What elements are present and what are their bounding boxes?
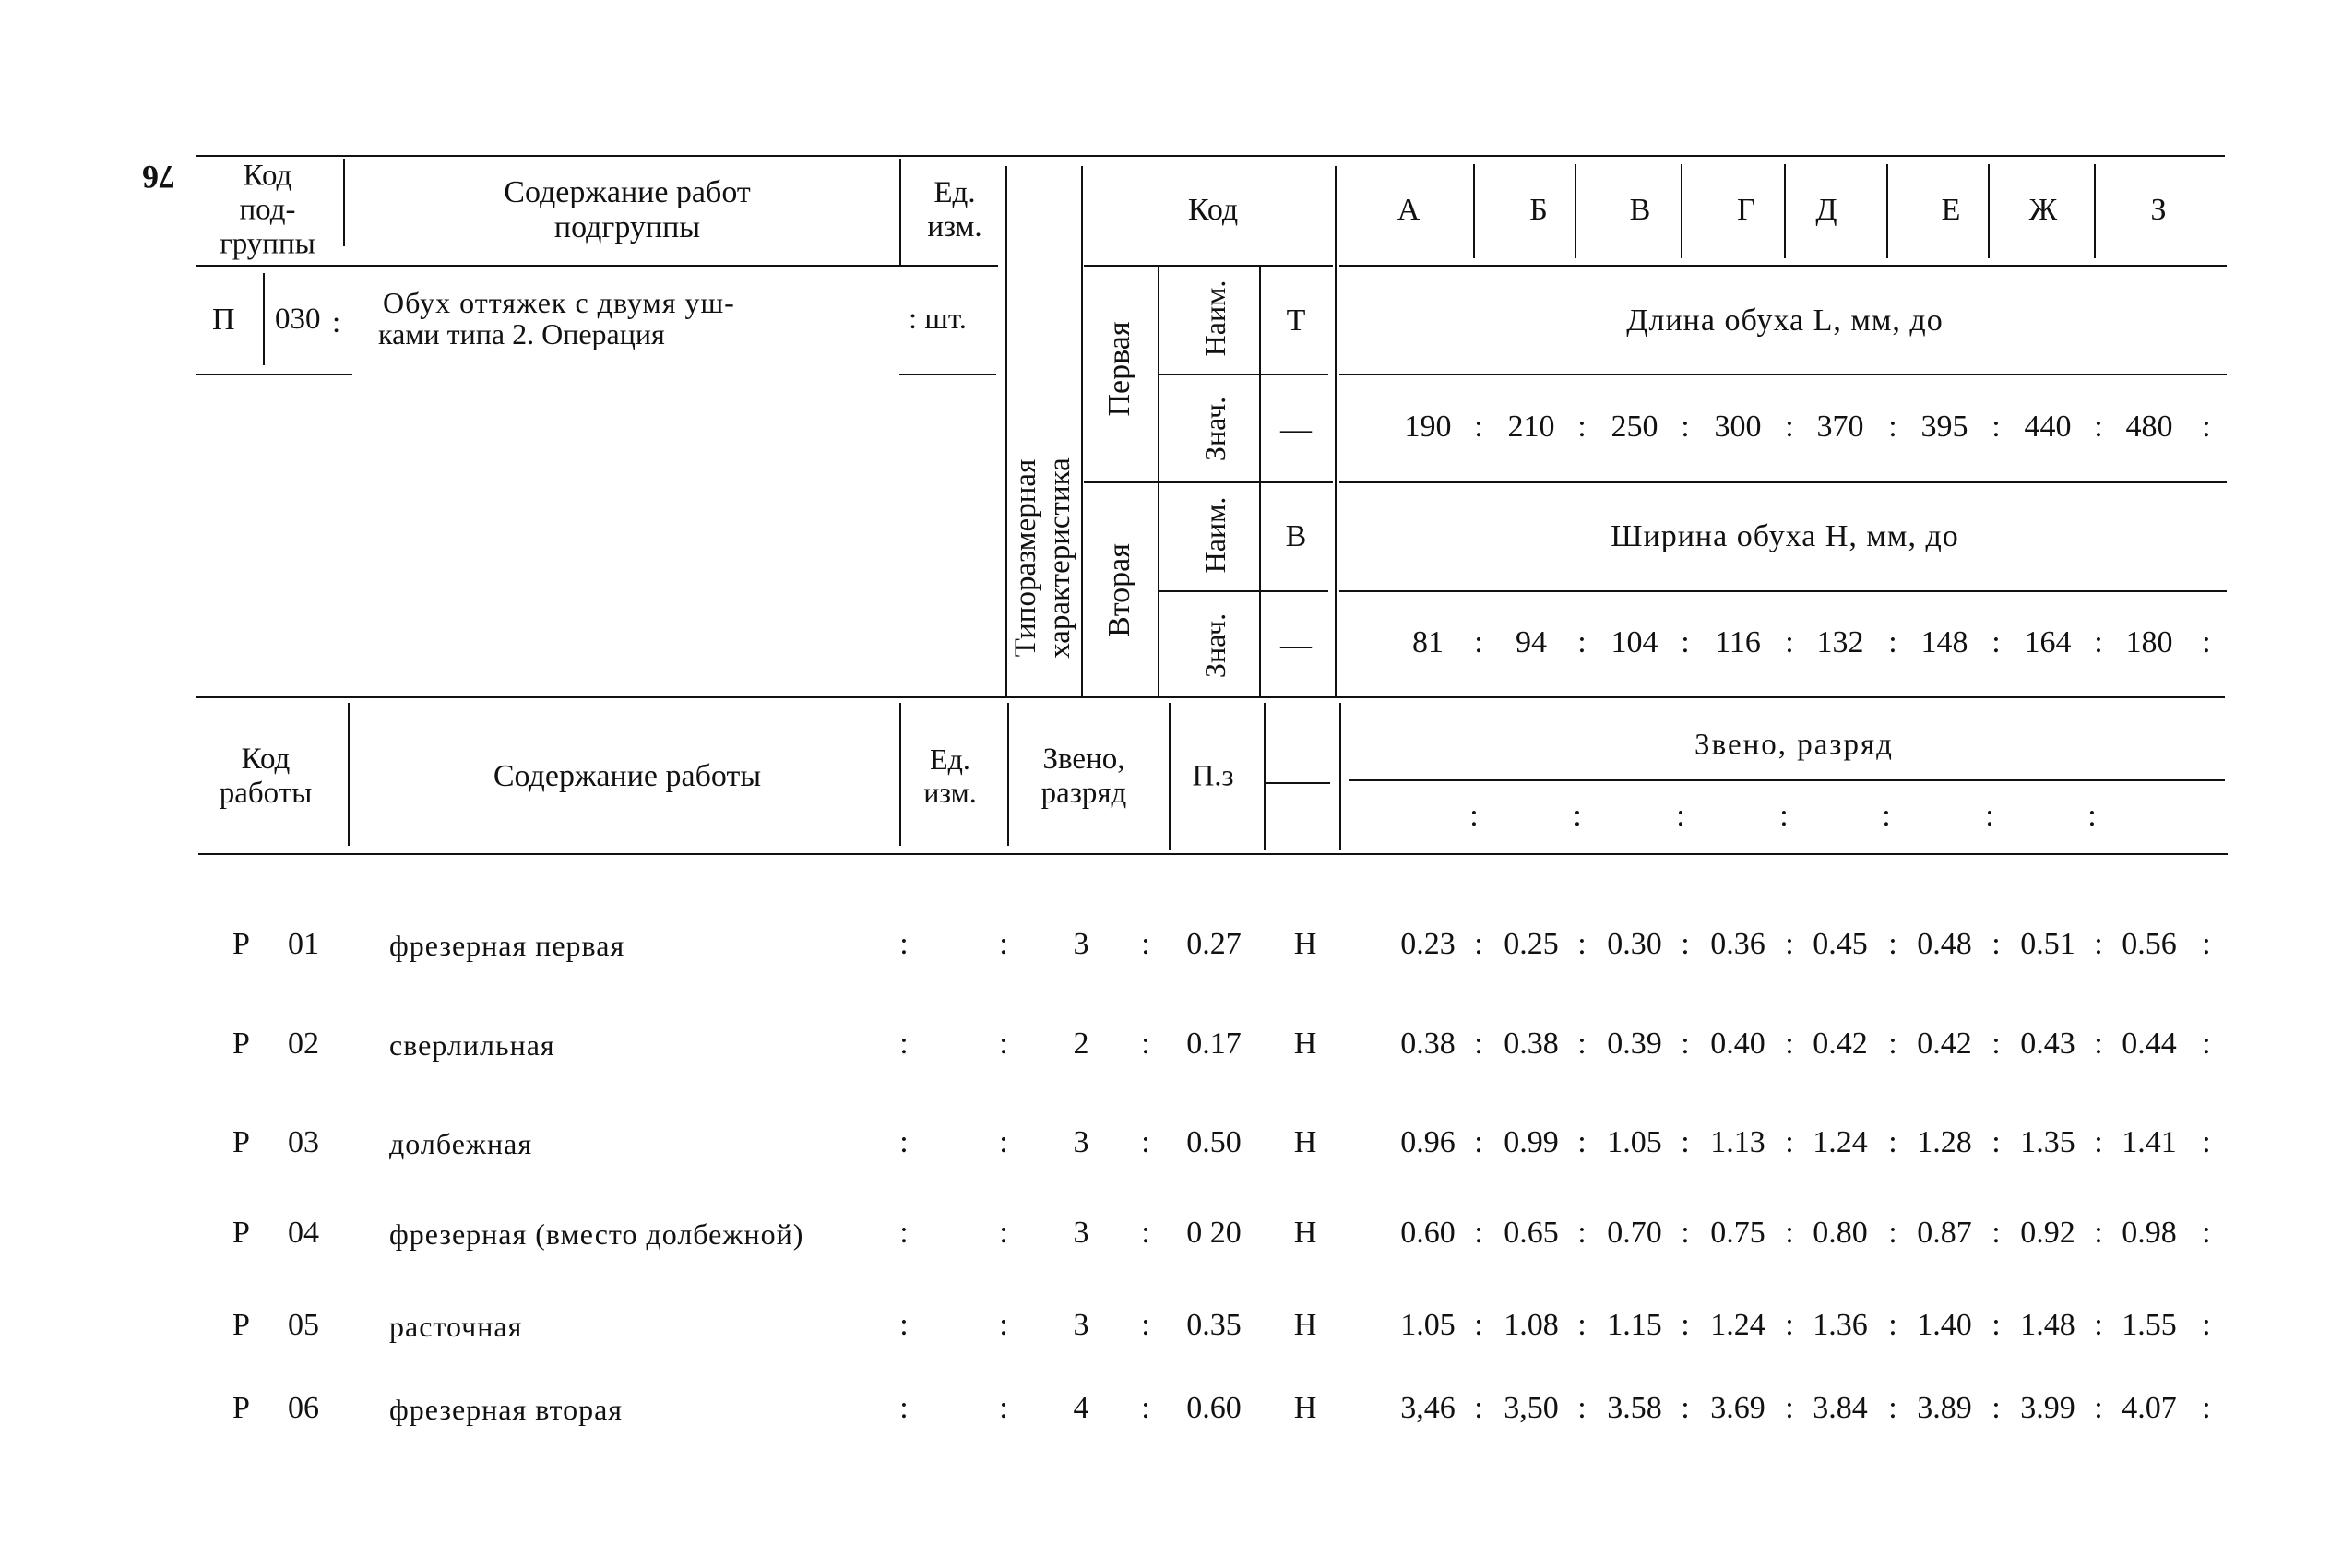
work-prefix: Р (232, 1391, 250, 1425)
work-header-separator: : (1985, 799, 1994, 833)
work-type: Н (1293, 1027, 1317, 1061)
work-prefix: Р (232, 1125, 250, 1159)
vline-A (1473, 164, 1475, 258)
char2-value: 116 (1715, 625, 1761, 659)
work-pz: 0 20 (1186, 1216, 1242, 1250)
vline-Zh (2094, 164, 2096, 258)
char1-separator: : (2202, 410, 2211, 444)
work-value-separator: : (1991, 1125, 2001, 1159)
char1-value: 370 (1816, 410, 1864, 444)
char1-dash: — (1280, 411, 1312, 446)
col-letter-Zh: Ж (2028, 192, 2058, 227)
work-header-separator: : (1882, 799, 1891, 833)
work-value-separator: : (2202, 927, 2211, 961)
vline-tipo-right (1081, 166, 1083, 696)
char1-separator: : (1991, 410, 2001, 444)
work-value: 1.55 (2122, 1308, 2177, 1342)
work-value-separator: : (2202, 1391, 2211, 1425)
header-top-rule (196, 155, 2225, 157)
col-letter-V: В (1629, 192, 1651, 227)
col-letter-Z: З (2150, 192, 2167, 227)
row-rule-2r (1339, 481, 2227, 483)
work-type: Н (1293, 1125, 1317, 1159)
work-value: 0.51 (2020, 927, 2075, 961)
work-value: 0.70 (1607, 1216, 1662, 1250)
work-value: 0.42 (1917, 1027, 1972, 1061)
vline-work-dash (1339, 703, 1341, 850)
work-header-separator: : (1779, 799, 1789, 833)
work-value: 1.15 (1607, 1308, 1662, 1342)
work-value: 0.25 (1504, 927, 1559, 961)
work-value-separator: : (1991, 1027, 2001, 1061)
work-value-separator: : (1681, 1027, 1690, 1061)
work-value-separator: : (1991, 1391, 2001, 1425)
col-letter-D: Д (1815, 192, 1837, 227)
char2-separator: : (1785, 625, 1794, 659)
work-value: 0.38 (1504, 1027, 1559, 1061)
col-letter-A: А (1397, 192, 1421, 227)
header-rule-left (196, 265, 998, 267)
work-value: 0.44 (2122, 1027, 2177, 1061)
subgroup-rule-unit (899, 374, 996, 375)
vline-naim (1259, 267, 1261, 696)
work-ed-separator-2: : (999, 1308, 1008, 1342)
work-type: Н (1293, 1216, 1317, 1250)
vline-E (1988, 164, 1990, 258)
work-value: 0.40 (1710, 1027, 1765, 1061)
work-ed-separator: : (899, 1125, 909, 1159)
header-rule-right (1339, 265, 2227, 267)
header-ed-izm: Ед. изм. (927, 176, 982, 244)
work-ed-separator: : (899, 927, 909, 961)
work-value: 0.38 (1400, 1027, 1456, 1061)
work-value-separator: : (1888, 927, 1897, 961)
work-header-separator: : (1469, 799, 1479, 833)
work-value: 0.23 (1400, 927, 1456, 961)
work-prefix: Р (232, 927, 250, 961)
work-ed-separator-2: : (999, 927, 1008, 961)
char2-separator: : (1888, 625, 1897, 659)
work-value-separator: : (1577, 1125, 1587, 1159)
header-znach-2: Знач. (1198, 612, 1232, 679)
vline-work-pz (1264, 703, 1266, 850)
work-value: 3.99 (2020, 1391, 2075, 1425)
work-value-separator: : (1888, 1216, 1897, 1250)
work-code: 05 (288, 1308, 319, 1342)
header-naim-1: Наим. (1198, 279, 1232, 357)
work-ed-separator: : (899, 1027, 909, 1061)
work-value: 3.84 (1813, 1391, 1868, 1425)
work-header-ed: Ед. изм. (923, 742, 977, 809)
work-name: долбежная (389, 1127, 533, 1160)
work-header-pz: П.з (1192, 759, 1234, 793)
work-value-separator: : (1785, 1027, 1794, 1061)
work-value: 4.07 (2122, 1391, 2177, 1425)
subgroup-title-line1: Обух оттяжек с двумя уш- (383, 286, 735, 319)
work-ed-separator: : (899, 1391, 909, 1425)
work-value-separator: : (1785, 1391, 1794, 1425)
work-value-separator: : (1474, 927, 1483, 961)
work-value: 1.24 (1813, 1125, 1868, 1159)
char1-separator: : (1577, 410, 1587, 444)
work-value: 3.69 (1710, 1391, 1765, 1425)
work-value-separator: : (1888, 1027, 1897, 1061)
work-value: 1.48 (2020, 1308, 2075, 1342)
char1-value: 480 (2125, 410, 2173, 444)
work-name: расточная (389, 1310, 523, 1343)
char2-separator: : (1577, 625, 1587, 659)
work-prefix: Р (232, 1027, 250, 1061)
work-type: Н (1293, 1391, 1317, 1425)
work-value: 1.41 (2122, 1125, 2177, 1159)
work-value-separator: : (1681, 1308, 1690, 1342)
char1-value: 210 (1507, 410, 1555, 444)
char2-separator: : (2094, 625, 2103, 659)
vline-content (899, 159, 901, 265)
vline-work-zveno (1169, 703, 1171, 850)
page-number: 76 (142, 159, 175, 196)
work-value: 0.87 (1917, 1216, 1972, 1250)
work-type: Н (1293, 927, 1317, 961)
subgroup-title-line2: ками типа 2. Операция (378, 317, 665, 350)
work-value: 1.24 (1710, 1308, 1765, 1342)
vline-work-ed (1007, 703, 1009, 846)
work-zveno-separator: : (1141, 1027, 1150, 1061)
work-value: 0.80 (1813, 1216, 1868, 1250)
header-kod-podgruppy: Код под- группы (220, 159, 315, 261)
header-pervaya: Первая (1101, 321, 1136, 417)
row-rule-1 (1158, 374, 1328, 375)
work-ed-separator-2: : (999, 1027, 1008, 1061)
work-value: 0.96 (1400, 1125, 1456, 1159)
char2-value: 132 (1816, 625, 1864, 659)
work-pz: 0.60 (1186, 1391, 1242, 1425)
work-value-separator: : (2094, 1125, 2103, 1159)
work-name: фрезерная (вместо долбежной) (389, 1218, 804, 1251)
work-header-zveno: Звено, разряд (1040, 742, 1127, 810)
char2-code: В (1285, 518, 1307, 553)
char1-value: 440 (2024, 410, 2072, 444)
work-value: 3.89 (1917, 1391, 1972, 1425)
char2-value: 94 (1516, 625, 1547, 659)
char1-value: 190 (1404, 410, 1452, 444)
work-value: 0.99 (1504, 1125, 1559, 1159)
vline-G (1784, 164, 1786, 258)
work-sub-rule-b (1349, 779, 2225, 781)
work-code: 01 (288, 927, 319, 961)
work-value-separator: : (1888, 1308, 1897, 1342)
work-value: 1.05 (1607, 1125, 1662, 1159)
work-value-separator: : (1681, 1216, 1690, 1250)
work-prefix: Р (232, 1216, 250, 1250)
header-bottom-rule (198, 853, 2228, 855)
char1-value: 250 (1611, 410, 1658, 444)
work-value-separator: : (1577, 1391, 1587, 1425)
work-value-separator: : (1785, 1308, 1794, 1342)
char1-separator: : (2094, 410, 2103, 444)
work-value-separator: : (1577, 1308, 1587, 1342)
work-value-separator: : (1474, 1216, 1483, 1250)
work-header-separator: : (1676, 799, 1685, 833)
header-tiporazmer: Типоразмерная характеристика (1009, 457, 1076, 659)
work-value: 1.40 (1917, 1308, 1972, 1342)
char2-separator: : (1474, 625, 1483, 659)
work-value: 0.43 (2020, 1027, 2075, 1061)
vline-V (1681, 164, 1682, 258)
work-value-separator: : (1785, 1216, 1794, 1250)
work-prefix: Р (232, 1308, 250, 1342)
work-value-separator: : (2094, 1391, 2103, 1425)
vline-order (1158, 267, 1159, 696)
char1-value: 395 (1920, 410, 1968, 444)
row-rule-1r (1339, 374, 2227, 375)
vline-tipo (1005, 166, 1007, 696)
work-value: 0.75 (1710, 1216, 1765, 1250)
work-ed-separator: : (899, 1308, 909, 1342)
work-value-separator: : (1577, 1027, 1587, 1061)
work-value-separator: : (2202, 1125, 2211, 1159)
work-code: 06 (288, 1391, 319, 1425)
work-ed-separator-2: : (999, 1391, 1008, 1425)
work-zveno-separator: : (1141, 927, 1150, 961)
char1-separator: : (1785, 410, 1794, 444)
work-value-separator: : (2094, 1027, 2103, 1061)
work-header-separator: : (1573, 799, 1582, 833)
work-value: 1.08 (1504, 1308, 1559, 1342)
char1-value: 300 (1714, 410, 1762, 444)
work-zveno-separator: : (1141, 1391, 1150, 1425)
vline-work-kod (348, 703, 350, 846)
work-ed-separator-2: : (999, 1216, 1008, 1250)
work-zveno: 3 (1073, 927, 1089, 961)
header-znach-1: Знач. (1198, 396, 1232, 462)
char1-separator: : (1681, 410, 1690, 444)
char2-separator: : (2202, 625, 2211, 659)
char2-name: Ширина обуха H, мм, до (1611, 518, 1959, 553)
subgroup-code: 030 (275, 303, 321, 336)
work-pz: 0.17 (1186, 1027, 1242, 1061)
work-header-soderzhanie: Содержание работы (493, 758, 762, 793)
work-value: 1.28 (1917, 1125, 1972, 1159)
work-zveno: 3 (1073, 1308, 1089, 1342)
work-value: 0.65 (1504, 1216, 1559, 1250)
char2-value: 164 (2024, 625, 2072, 659)
work-pz: 0.35 (1186, 1308, 1242, 1342)
char1-separator: : (1474, 410, 1483, 444)
work-value: 1.05 (1400, 1308, 1456, 1342)
work-zveno-separator: : (1141, 1308, 1150, 1342)
work-pz: 0.27 (1186, 927, 1242, 961)
work-value-separator: : (1785, 927, 1794, 961)
col-letter-E: Е (1941, 192, 1961, 227)
work-value: 0.98 (2122, 1216, 2177, 1250)
vline-B (1575, 164, 1576, 258)
char2-value: 104 (1611, 625, 1658, 659)
work-value-separator: : (1681, 1125, 1690, 1159)
work-sub-rule-a (1266, 782, 1330, 784)
work-value-separator: : (1888, 1391, 1897, 1425)
subgroup-prefix: П (212, 303, 235, 337)
work-zveno: 4 (1073, 1391, 1089, 1425)
work-zveno: 2 (1073, 1027, 1089, 1061)
header-mid-rule (196, 696, 2225, 698)
header-rule-code (1084, 265, 1333, 267)
col-letter-G: Г (1737, 192, 1755, 227)
header-soderzhanie-podgruppy: Содержание работ подгруппы (504, 174, 751, 244)
work-value-separator: : (1577, 927, 1587, 961)
char1-name: Длина обуха L, мм, до (1626, 303, 1944, 338)
work-value-separator: : (1888, 1125, 1897, 1159)
char2-dash: — (1280, 627, 1312, 662)
header-kod: Код (1187, 192, 1239, 227)
char1-code: Т (1286, 303, 1306, 338)
work-value-separator: : (1785, 1125, 1794, 1159)
work-ed-separator-2: : (999, 1125, 1008, 1159)
work-value: 0.30 (1607, 927, 1662, 961)
work-value: 1.13 (1710, 1125, 1765, 1159)
work-value-separator: : (2202, 1027, 2211, 1061)
work-value-separator: : (2094, 927, 2103, 961)
work-value-separator: : (2202, 1216, 2211, 1250)
work-header-separator: : (2087, 799, 2097, 833)
work-value: 1.35 (2020, 1125, 2075, 1159)
work-pz: 0.50 (1186, 1125, 1242, 1159)
work-value: 3,46 (1400, 1391, 1456, 1425)
work-value: 1.36 (1813, 1308, 1868, 1342)
work-code: 03 (288, 1125, 319, 1159)
work-value-separator: : (1991, 1308, 2001, 1342)
work-zveno: 3 (1073, 1125, 1089, 1159)
work-value-separator: : (1474, 1391, 1483, 1425)
vline-subcode (263, 273, 265, 365)
work-value: 0.48 (1917, 927, 1972, 961)
char2-value: 148 (1920, 625, 1968, 659)
work-value: 0.56 (2122, 927, 2177, 961)
work-value-separator: : (1991, 927, 2001, 961)
char2-value: 180 (2125, 625, 2173, 659)
work-header-kod: Код работы (219, 742, 313, 810)
row-rule-3 (1158, 590, 1328, 592)
work-value-separator: : (1474, 1308, 1483, 1342)
work-name: фрезерная вторая (389, 1393, 624, 1426)
work-value: 0.60 (1400, 1216, 1456, 1250)
work-zveno-separator: : (1141, 1125, 1150, 1159)
work-value: 0.42 (1813, 1027, 1868, 1061)
subgroup-sep: : (332, 306, 341, 339)
vline-kod-right (1335, 166, 1337, 696)
row-rule-3r (1339, 590, 2227, 592)
vline-kod (343, 159, 345, 246)
work-value: 0.92 (2020, 1216, 2075, 1250)
work-value-separator: : (1474, 1125, 1483, 1159)
work-type: Н (1293, 1308, 1317, 1342)
col-letter-B: Б (1529, 192, 1548, 227)
work-zveno-separator: : (1141, 1216, 1150, 1250)
char1-separator: : (1888, 410, 1897, 444)
work-value-separator: : (1681, 927, 1690, 961)
work-value: 0.36 (1710, 927, 1765, 961)
char2-value: 81 (1412, 625, 1444, 659)
work-value: 3.58 (1607, 1391, 1662, 1425)
work-code: 04 (288, 1216, 319, 1250)
work-code: 02 (288, 1027, 319, 1061)
header-naim-2: Наим. (1198, 496, 1232, 574)
work-ed-separator: : (899, 1216, 909, 1250)
work-header-zveno-right: Звено, разряд (1694, 728, 1894, 762)
subgroup-unit: : шт. (909, 303, 968, 336)
char2-separator: : (1991, 625, 2001, 659)
vline-work-content (899, 703, 901, 846)
row-rule-2 (1084, 481, 1333, 483)
work-name: сверлильная (389, 1028, 555, 1062)
subgroup-rule-left (196, 374, 352, 375)
work-value-separator: : (2202, 1308, 2211, 1342)
work-value-separator: : (1681, 1391, 1690, 1425)
work-value-separator: : (2094, 1308, 2103, 1342)
work-zveno: 3 (1073, 1216, 1089, 1250)
work-value: 0.39 (1607, 1027, 1662, 1061)
work-value-separator: : (1474, 1027, 1483, 1061)
char2-separator: : (1681, 625, 1690, 659)
work-name: фрезерная первая (389, 929, 625, 962)
work-value: 0.45 (1813, 927, 1868, 961)
vline-D (1886, 164, 1888, 258)
work-value-separator: : (1991, 1216, 2001, 1250)
work-value-separator: : (1577, 1216, 1587, 1250)
header-vtoraya: Вторая (1101, 543, 1136, 637)
work-value: 3,50 (1504, 1391, 1559, 1425)
work-value-separator: : (2094, 1216, 2103, 1250)
